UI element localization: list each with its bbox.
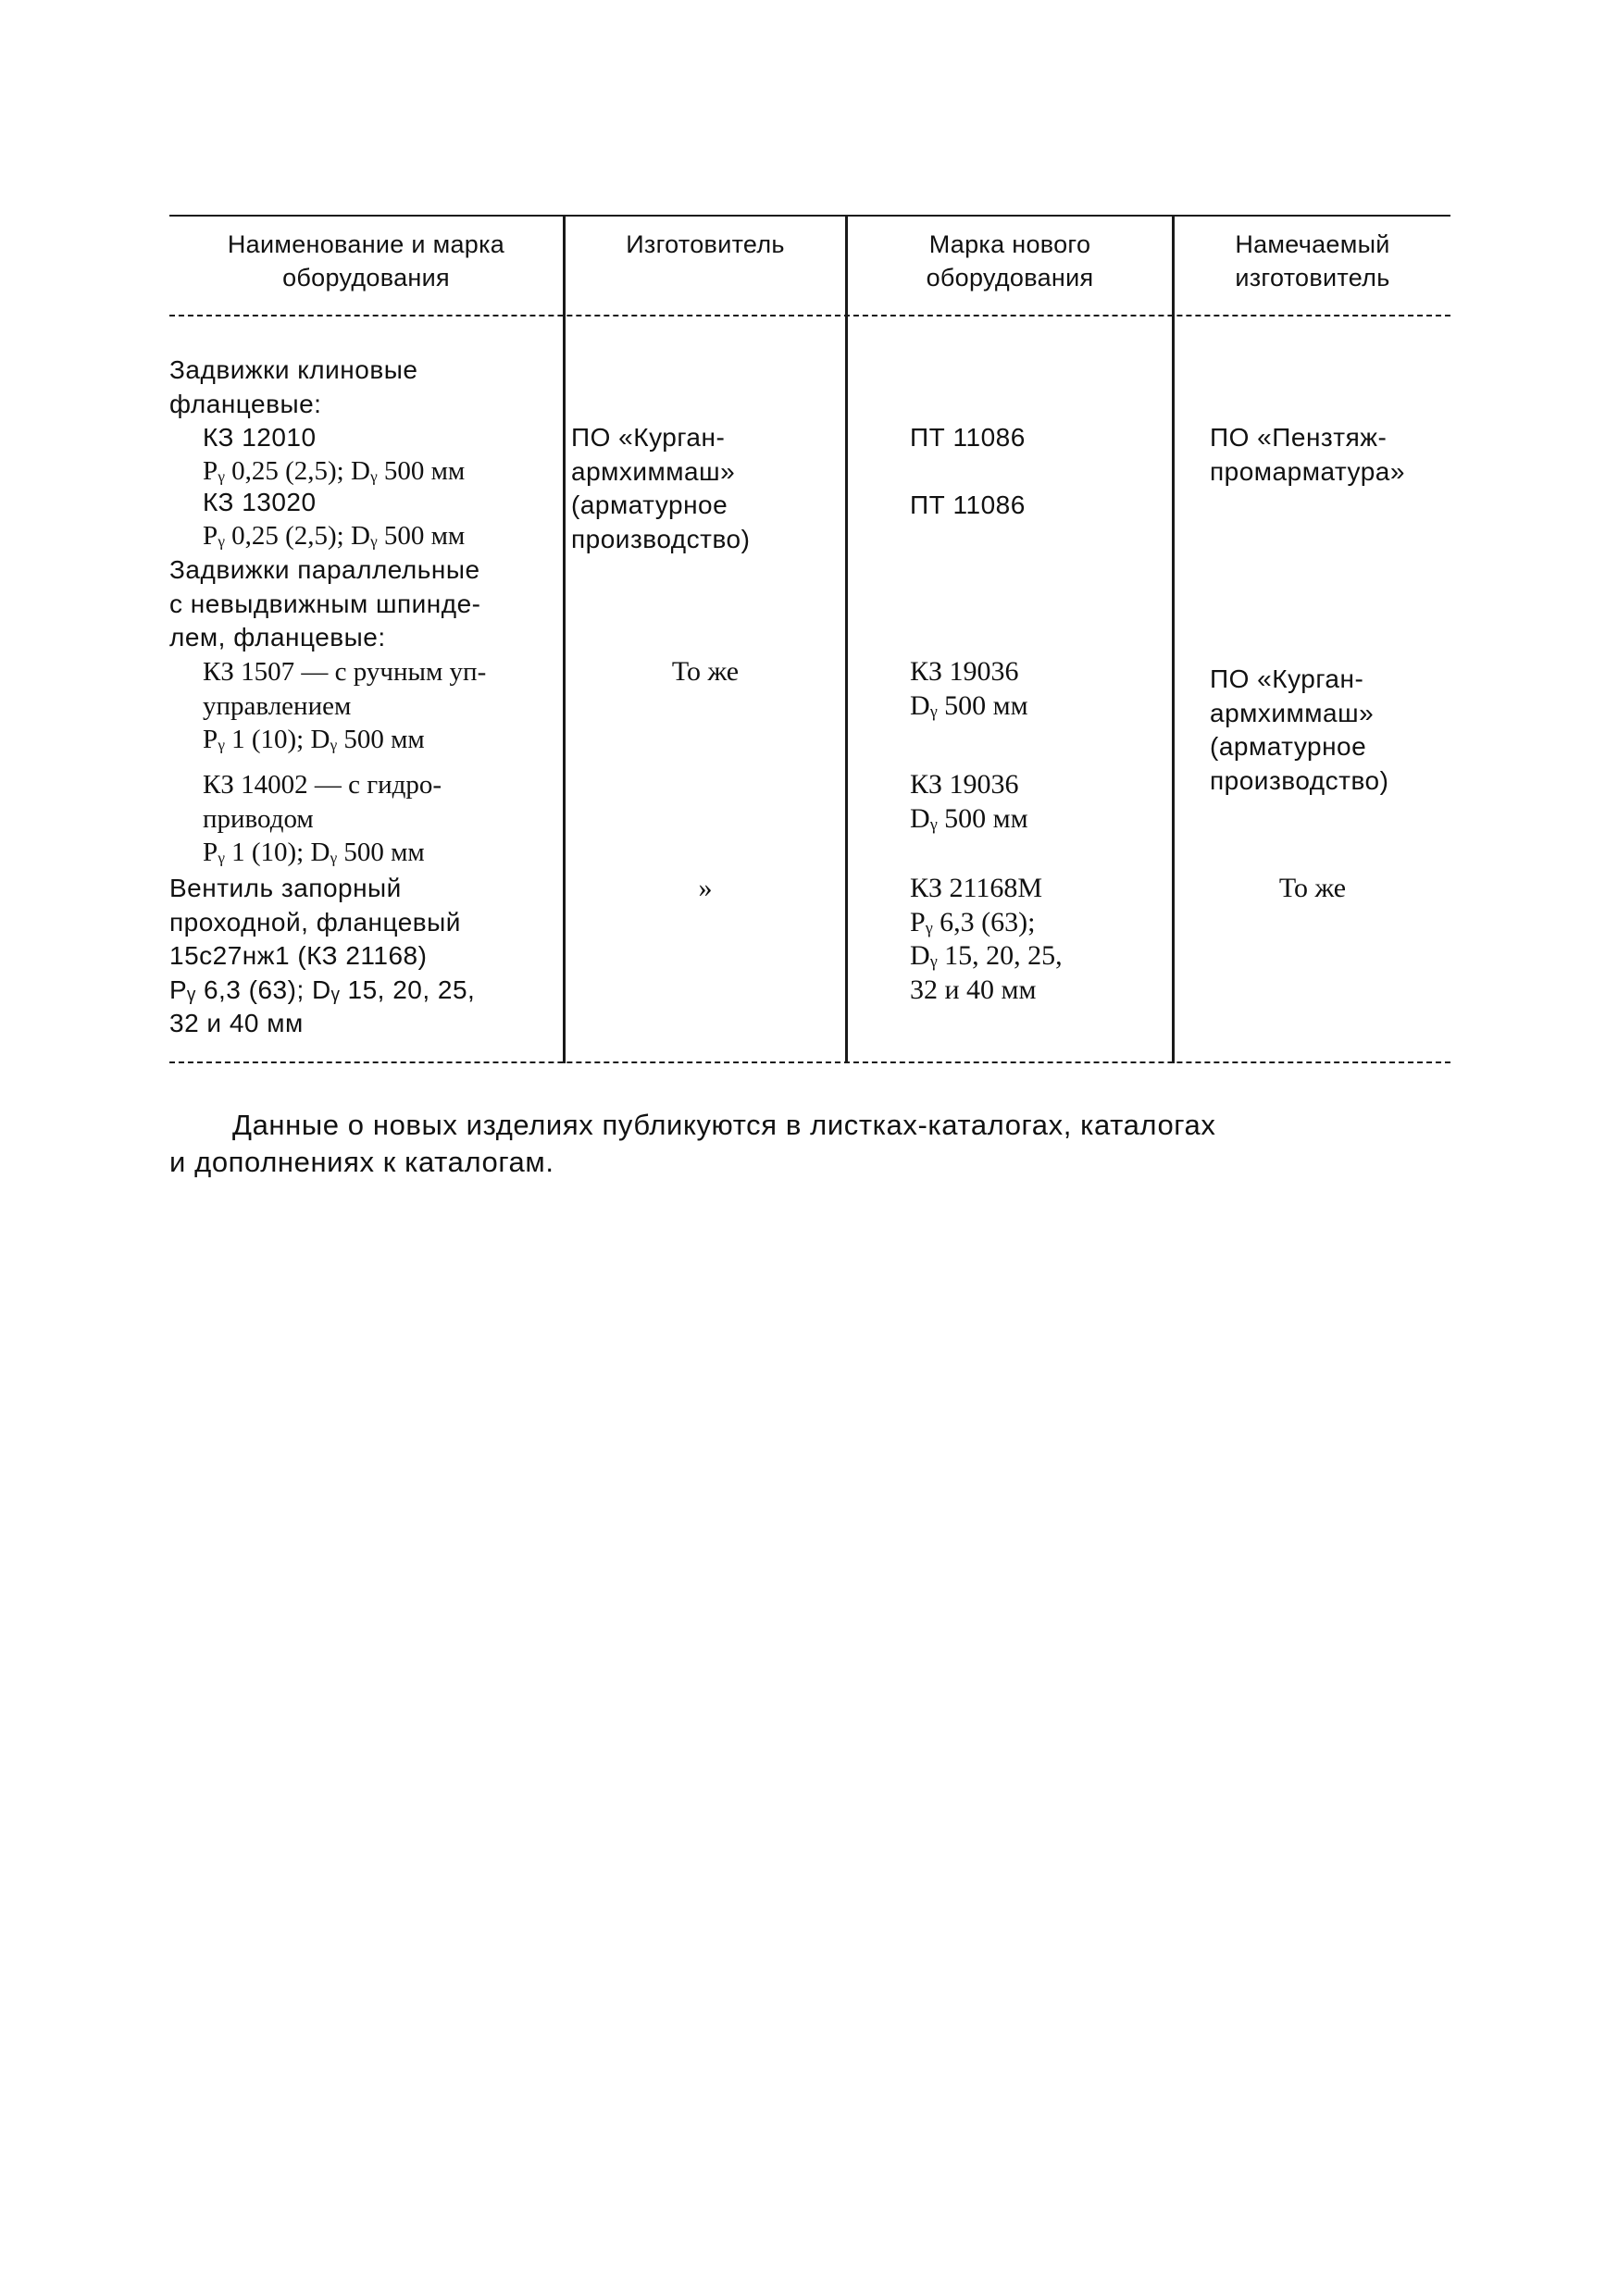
equipment-params: Pᵧ 1 (10); Dᵧ 500 мм	[203, 838, 425, 867]
group-title: Вентиль запорный проходной, фланцевый 15с27нж1 (КЗ 21168) Pᵧ 6,3 (63); Dᵧ 15, 20, 25, 32 и 40 мм	[169, 874, 476, 1037]
new-equipment-mark: КЗ 19036 Dᵧ 500 мм	[910, 769, 1028, 834]
planned-manufacturer: ПО «Курган- армхиммаш» (арматурное производство)	[1210, 664, 1389, 795]
paragraph-line: Данные о новых изделиях публикуются в листках-каталогах, каталогах	[232, 1109, 1216, 1141]
equipment-params: Pᵧ 0,25 (2,5); Dᵧ 500 мм	[203, 521, 466, 551]
new-equipment-mark: ПТ 11086	[910, 423, 1026, 452]
column-divider	[563, 215, 566, 1063]
new-equipment-mark: ПТ 11086	[910, 490, 1026, 519]
manufacturer: То же	[671, 656, 740, 687]
equipment-mark: КЗ 12010	[203, 423, 317, 452]
group-title: Задвижки клиновые фланцевые:	[169, 355, 418, 418]
footer-paragraph	[169, 1107, 1450, 1181]
paragraph-line: и дополнениях к каталогам.	[169, 1146, 554, 1178]
header-equipment-name	[169, 228, 563, 311]
table-top-rule	[169, 215, 1450, 217]
header-text: Намечаемый изготовитель	[1235, 230, 1390, 292]
table-header-rule	[169, 315, 1450, 316]
equipment-mark: КЗ 14002 — с гидро- приводом	[203, 770, 442, 834]
equipment-mark: КЗ 13020	[203, 488, 317, 516]
equipment-mark: КЗ 1507 — с ручным уп- управлением	[203, 657, 487, 721]
manufacturer: ПО «Курган- армхиммаш» (арматурное производство)	[571, 423, 751, 553]
header-planned-manufacturer	[1175, 228, 1450, 311]
header-manufacturer	[566, 228, 845, 311]
header-text: Марка нового оборудования	[926, 230, 1094, 292]
planned-manufacturer: То же	[1278, 873, 1347, 903]
new-equipment-mark: КЗ 21168М Pᵧ 6,3 (63); Dᵧ 15, 20, 25, 32 и 40 мм	[910, 873, 1063, 1005]
planned-manufacturer: ПО «Пензтяж- промарматура»	[1210, 423, 1405, 486]
group-title: Задвижки параллельные с невыдвижным шпинде- лем, фланцевые:	[169, 555, 481, 652]
new-equipment-mark: КЗ 19036 Dᵧ 500 мм	[910, 656, 1028, 721]
header-text: Наименование и марка оборудования	[227, 230, 505, 292]
equipment-params: Pᵧ 1 (10); Dᵧ 500 мм	[203, 725, 425, 754]
header-new-equipment-mark	[848, 228, 1172, 311]
equipment-params: Pᵧ 0,25 (2,5); Dᵧ 500 мм	[203, 456, 466, 486]
table-bottom-rule	[169, 1061, 1450, 1063]
column-divider	[845, 215, 848, 1063]
header-text: Изготовитель	[626, 230, 785, 258]
manufacturer: »	[698, 873, 713, 903]
column-divider	[1172, 215, 1175, 1063]
